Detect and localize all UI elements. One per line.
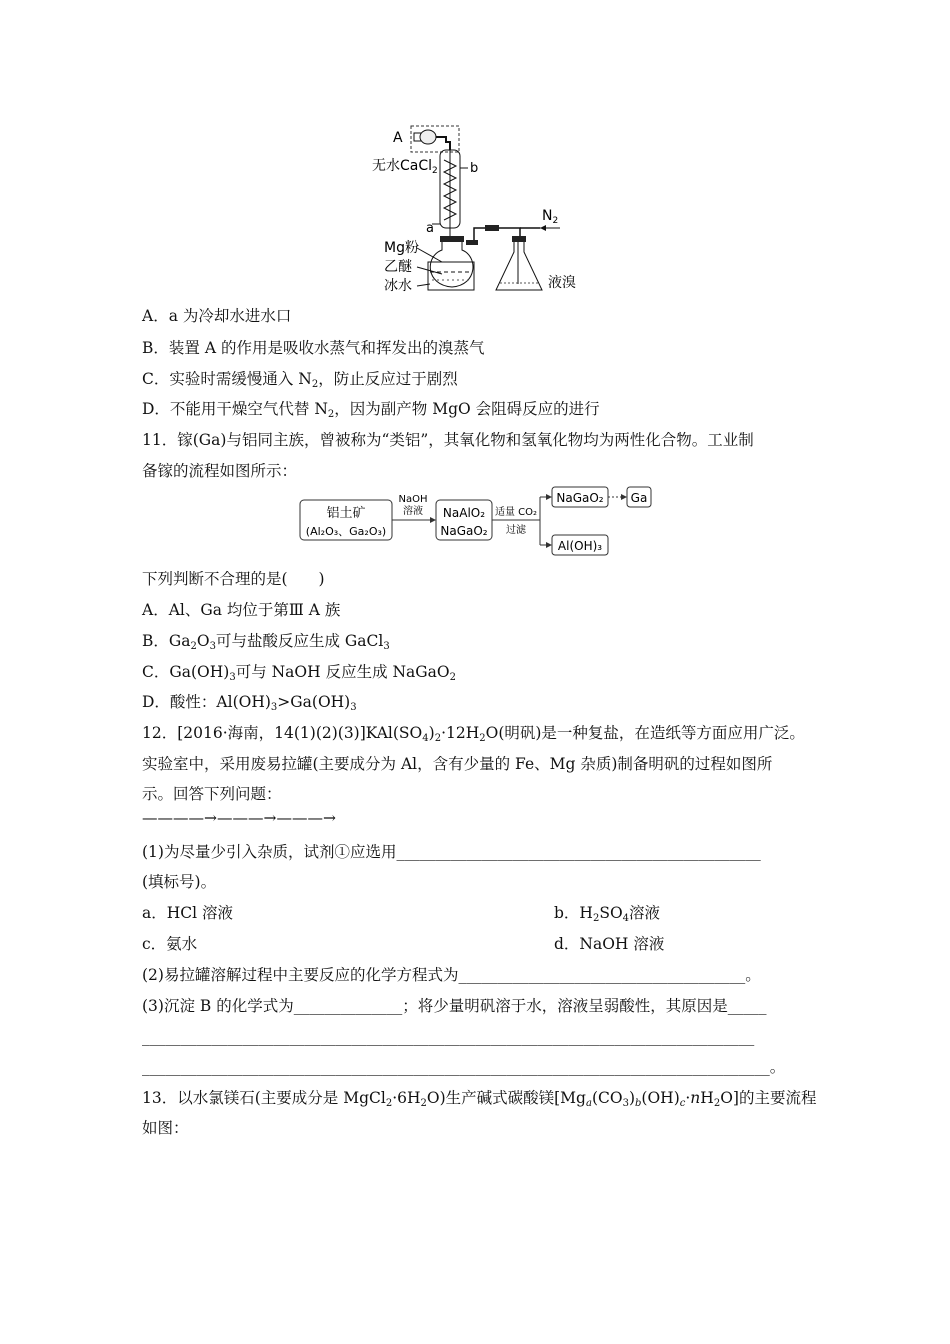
- mid-nagao2: NaGaO₂: [440, 524, 488, 538]
- q12-stem-line3: 示。回答下列问题：: [142, 785, 282, 803]
- out-aloh3: Al(OH)₃: [557, 539, 603, 553]
- label-b: b: [470, 161, 479, 176]
- naoh-label: NaOH: [398, 494, 428, 505]
- q10-option-d: D．不能用干燥空气代替 $N_2$，因为副产物 MgO 会阻碍反应的进行: [142, 400, 600, 420]
- label-ether: 乙醚: [384, 259, 412, 275]
- mid-naalo2: NaAlO₂: [442, 506, 486, 520]
- apparatus-diagram: [0, 0, 950, 300]
- q12-answer-blank2: _________________________________________________________________________________。: [142, 1058, 786, 1076]
- ore-sub-label: (Al₂O₃、Ga₂O₃): [305, 525, 387, 538]
- q10-option-b: B．装置 A 的作用是吸收水蒸气和挥发出的溴蒸气: [142, 339, 485, 357]
- label-ice: 冰水: [384, 278, 412, 294]
- q10-option-a: A．a 为冷却水进水口: [142, 307, 292, 325]
- out-nagao2: NaGaO₂: [556, 491, 604, 505]
- q12-part3: (3)沉淀 B 的化学式为______________；将少量明矾溶于水，溶液呈弱酸性，其原因是_____: [142, 997, 767, 1015]
- q10-option-c: C．实验时需缓慢通入 $N_2$，防止反应过于剧烈: [142, 370, 458, 390]
- q12-part2: (2)易拉罐溶解过程中主要反应的化学方程式为_____________________________________。: [142, 966, 761, 984]
- q12-answer-blank1: _______________________________________________________________________________: [142, 1028, 755, 1046]
- q12-option-d: d．NaOH 溶液: [554, 935, 665, 953]
- q12-stem-line2: 实验室中，采用废易拉罐(主要成分为 Al，含有少量的 Fe、Mg 杂质)制备明矾的过程如图所: [142, 755, 773, 773]
- ga-label: Ga: [630, 491, 648, 505]
- drying-tube-bulb: [420, 130, 436, 144]
- q12-options-cd: [142, 934, 665, 954]
- q13-stem-line1: 13．以水氯镁石(主要成分是 $MgCl_2\cdot 6H_2O$)生产碱式碳酸镁$[Mg_a(CO_3)_b(OH)_c\cdot nH_2O]$的主要流程: [142, 1089, 817, 1109]
- conical-flask: [496, 242, 542, 290]
- filter-label: 过滤: [506, 525, 526, 536]
- q12-part1: (1)为尽量少引入杂质，试剂①应选用_______________________________________________: [142, 843, 761, 861]
- label-a: a: [426, 221, 434, 236]
- label-n2: $N_2$: [542, 208, 559, 226]
- q11-option-c: C．$Ga(OH)_3$可与 NaOH 反应生成 NaGaO$_2$: [142, 663, 457, 683]
- q12-options-ab: [142, 903, 661, 924]
- q12-stem-line1: 12．[2016·海南，$14(1)(2)(3)]KAl(SO_4)_2\cdot 12H_2O$(明矾)是一种复盐，在造纸等方面应用广泛。: [142, 724, 805, 744]
- q11-flow-diagram: [0, 485, 950, 565]
- label-cacl2: 无水CaCl$_2$: [372, 158, 438, 176]
- co2-label: 适量 CO₂: [494, 507, 538, 518]
- q11-option-a: A．Al、Ga 均位于第Ⅲ A 族: [142, 601, 341, 619]
- q12-option-a: a．HCl 溶液: [142, 904, 234, 922]
- label-br: 液溴: [548, 275, 576, 291]
- q12-part1-note: (填标号)。: [142, 873, 217, 891]
- three-neck-flask: [430, 240, 473, 287]
- ice-bath: [428, 262, 474, 290]
- q11-option-b: B．$Ga_2O_3$可与盐酸反应生成 GaCl$_3$: [142, 632, 390, 652]
- q13-stem-line2: 如图：: [142, 1119, 189, 1137]
- q12-process-arrows: ————→———→———→: [142, 809, 336, 827]
- q12-option-b: b．$H_2SO_4$溶液: [554, 904, 661, 924]
- q11-ask: 下列判断不合理的是( ): [142, 570, 325, 588]
- label-A: A: [393, 130, 403, 146]
- ore-label: 铝土矿: [326, 506, 366, 521]
- label-mg: Mg粉: [384, 240, 419, 256]
- q11-stem-line1: 11．镓(Ga)与铝同主族，曾被称为“类铝”，其氧化物和氢氧化物均为两性化合物。工业制: [142, 431, 754, 449]
- q12-option-c: c．氨水: [142, 935, 198, 953]
- solution-label: 溶液: [403, 506, 423, 517]
- q11-option-d: D．酸性：$Al(OH)_3>Ga(OH)_3$: [142, 693, 357, 713]
- q11-stem-line2: 备镓的流程如图所示：: [142, 462, 298, 480]
